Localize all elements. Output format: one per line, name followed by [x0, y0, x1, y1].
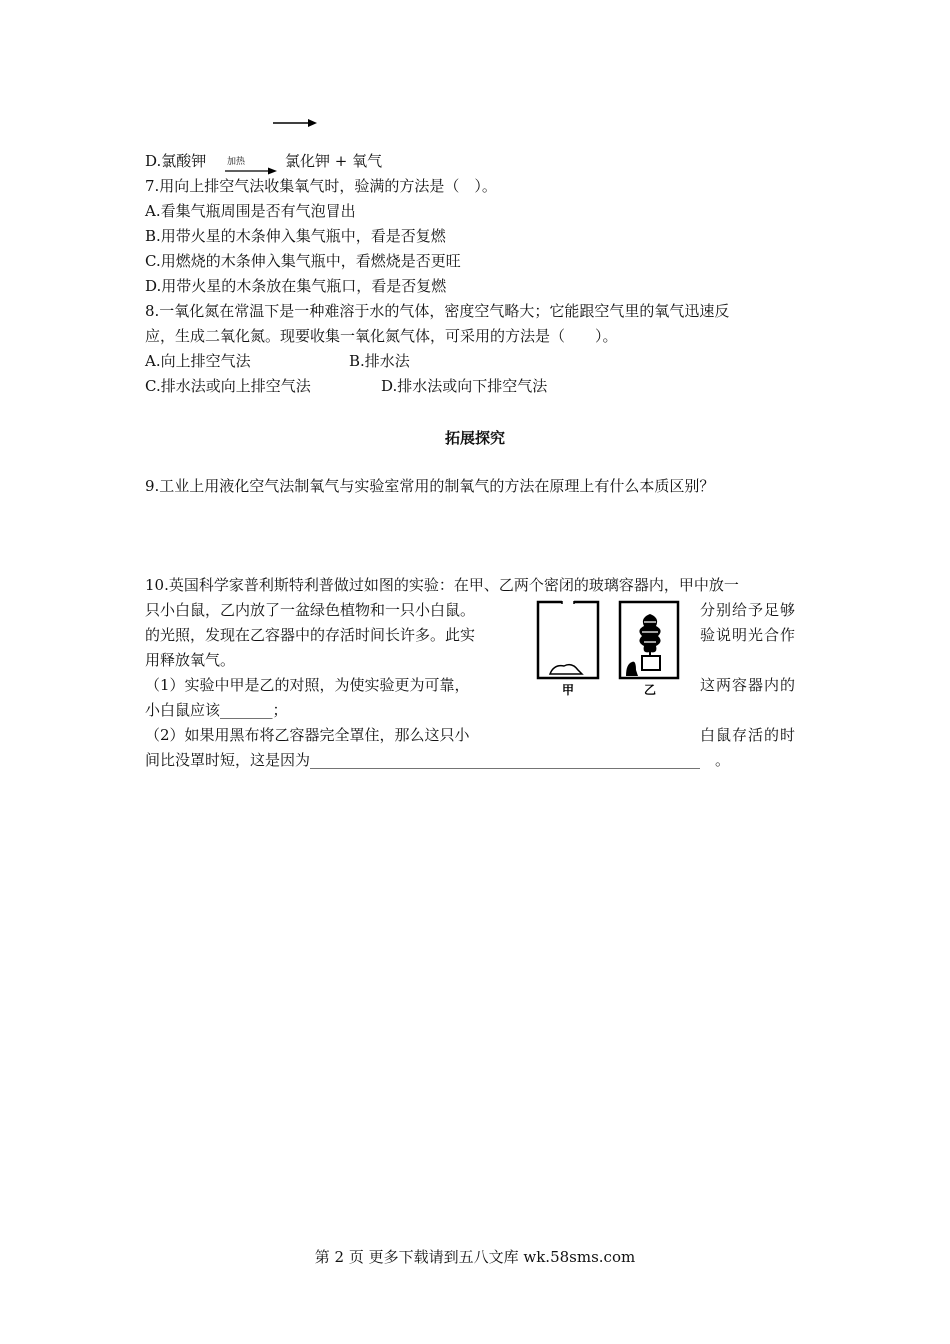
container-yi	[620, 602, 678, 678]
mouse-icon	[550, 665, 582, 674]
q10-line3-left: 的光照，发现在乙容器中的存活时间长许多。此实	[145, 626, 476, 644]
q7-option-c: C.用燃烧的木条伸入集气瓶中，看燃烧是否更旺	[145, 252, 461, 270]
q10-line8-left: 间比没罩时短，这是因为____________________________________________________ 。	[145, 751, 731, 769]
q7-option-a: A.看集气瓶周围是否有气泡冒出	[145, 202, 356, 220]
q7-option-b: B.用带火星的木条伸入集气瓶中，看是否复燃	[145, 227, 446, 245]
page-footer: 第 2 页 更多下载请到五八文库 wk.58sms.com	[314, 1248, 636, 1266]
reaction-products: 氯化钾 + 氧气	[285, 152, 383, 170]
mouse-icon	[626, 662, 638, 676]
q10-line2-left: 只小白鼠，乙内放了一盆绿色植物和一只小白鼠。	[145, 601, 476, 619]
q8-line1: 8.一氧化氮在常温下是一种难溶于水的气体，密度空气略大；它能跟空气里的氧气迅速反	[145, 302, 730, 320]
q10-line6-left: 小白鼠应该_______；	[145, 701, 288, 719]
q8-option-c: C.排水法或向上排空气法	[145, 377, 311, 395]
arrow-icon	[225, 166, 277, 176]
arrow-icon	[273, 116, 317, 130]
container-jia	[538, 601, 598, 678]
reactant: D.氯酸钾	[145, 152, 207, 170]
reaction-arrow	[225, 152, 277, 178]
q10-line2-right: 分别给予足够	[700, 601, 797, 619]
q10-line1: 10.英国科学家普利斯特利普做过如图的实验：在甲、乙两个密闭的玻璃容器内，甲中放一	[145, 576, 739, 594]
label-jia: 甲	[561, 683, 575, 697]
q10-line7-left: （2）如果用黑布将乙容器完全罩住，那么这只小	[145, 726, 470, 744]
q7-option-d: D.用带火星的木条放在集气瓶口，看是否复燃	[145, 277, 447, 295]
reaction-condition: 加热	[227, 157, 246, 167]
q10-line5-right: 这两容器内的	[700, 676, 797, 694]
q8-option-d: D.排水法或向下排空气法	[381, 377, 548, 395]
experiment-figure	[532, 600, 692, 700]
q8-option-a: A.向上排空气法	[145, 352, 251, 370]
q9-question: 9.工业上用液化空气法制氧气与实验室常用的制氧气的方法在原理上有什么本质区别？	[145, 477, 715, 495]
q8-option-b: B.排水法	[349, 352, 410, 370]
section-title: 拓展探究	[444, 429, 505, 447]
q6-option-d	[145, 151, 206, 171]
q10-line7-right: 白鼠存活的时	[700, 726, 797, 744]
q10-line3-right: 验说明光合作	[700, 626, 797, 644]
q10-line4-left: 用释放氧气。	[145, 651, 236, 669]
q10-line5-left: （1）实验中甲是乙的对照，为使实验更为可靠，	[145, 676, 470, 694]
q8-line2: 应，生成二氧化氮。现要收集一氧化氮气体，可采用的方法是（ ）。	[145, 327, 618, 345]
plant-icon	[639, 614, 660, 670]
label-yi: 乙	[643, 683, 657, 697]
q7-question: 7.用向上排空气法收集氧气时，验满的方法是（ ）。	[145, 177, 497, 195]
